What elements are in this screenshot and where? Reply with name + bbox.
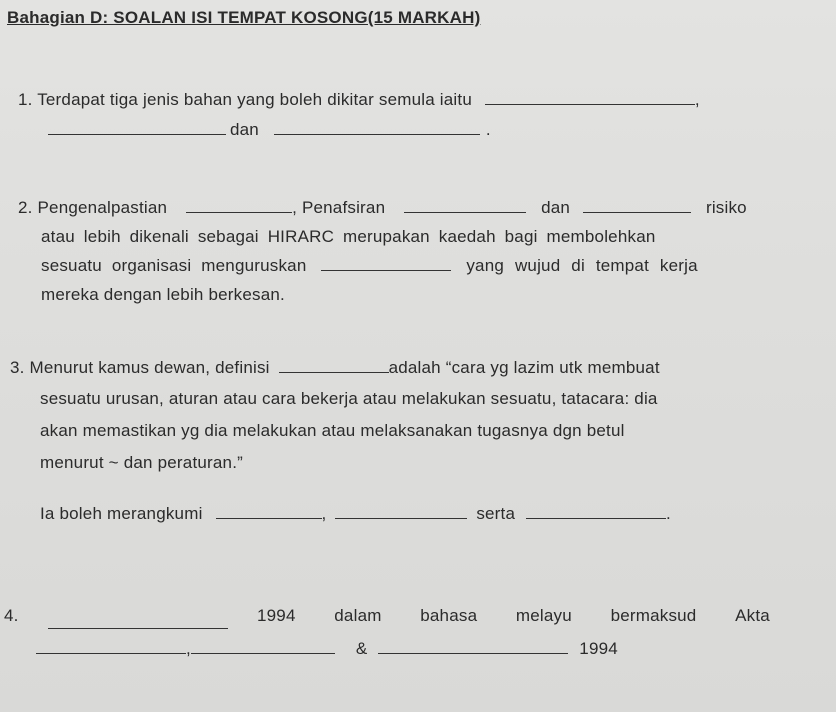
q1-blank-3[interactable] — [274, 120, 480, 135]
q2-blank-3[interactable] — [583, 198, 691, 213]
q4-amp: & — [355, 639, 368, 658]
q4-year: 1994 — [579, 639, 618, 658]
q3-line2: sesuatu urusan, aturan atau cara bekerja atau melakukan sesuatu, tatacara: dia — [40, 389, 658, 408]
q3-line5-comma: , — [321, 504, 327, 523]
q2-num-word: 2. Pengenalpastian — [18, 198, 168, 217]
q2-line3b: yang wujud di tempat kerja — [466, 256, 698, 275]
q1-comma: , — [694, 90, 700, 109]
q4-blank-4[interactable] — [378, 639, 568, 654]
q2-line3 — [41, 256, 698, 276]
q3-line1 — [10, 358, 660, 378]
q4-comma: , — [186, 639, 191, 658]
q3-line1b: adalah “cara yg lazim utk membuat — [388, 358, 660, 377]
q4-blank-1[interactable] — [48, 614, 228, 629]
q3-line4: menurut ~ dan peraturan.” — [40, 453, 243, 472]
q3-line1a: 3. Menurut kamus dewan, definisi — [10, 358, 270, 377]
q2-blank-2[interactable] — [404, 198, 526, 213]
q3-line3: akan memastikan yg dia melakukan atau melaksanakan tugasnya dgn betul — [40, 421, 625, 440]
q4-line2 — [36, 639, 618, 659]
q1-line2 — [48, 120, 491, 140]
q2-penafsiran: , Penafsiran — [292, 198, 386, 217]
q4-word: melayu — [515, 606, 572, 625]
q1-line1 — [18, 90, 700, 110]
q3-line5b: serta — [476, 504, 516, 523]
section-title: Bahagian D: SOALAN ISI TEMPAT KOSONG(15 MARKAH) — [7, 8, 481, 27]
q3-blank-4[interactable] — [526, 504, 666, 519]
q3-blank-3[interactable] — [335, 504, 467, 519]
q3-line5 — [40, 504, 671, 524]
q2-risiko: risiko — [705, 198, 747, 217]
q1-blank-2[interactable] — [48, 120, 226, 135]
q4-blank-2[interactable] — [36, 639, 186, 654]
q4-word: bahasa — [420, 606, 478, 625]
q3-line5a: Ia boleh merangkumi — [40, 504, 203, 523]
q1-blank-1[interactable] — [485, 90, 695, 105]
q4-words — [257, 606, 770, 626]
q3-blank-2[interactable] — [216, 504, 322, 519]
q4-word: 1994 — [257, 606, 296, 625]
q4-num: 4. — [4, 606, 19, 625]
q2-line4: mereka dengan lebih berkesan. — [41, 285, 285, 304]
q3-line5-end: . — [666, 504, 671, 523]
q2-dan: dan — [541, 198, 571, 217]
q4-word: dalam — [334, 606, 382, 625]
q1-dan: dan — [230, 120, 259, 139]
q3-blank-1[interactable] — [279, 358, 389, 373]
q2-blank-4[interactable] — [321, 256, 451, 271]
q1-end: . — [485, 120, 491, 139]
q4-blank-3[interactable] — [191, 639, 335, 654]
q1-text: 1. Terdapat tiga jenis bahan yang boleh dikitar semula iaitu — [18, 90, 472, 109]
q2-line1 — [18, 198, 747, 218]
q2-line2: atau lebih dikenali sebagai HIRARC merupakan kaedah bagi membolehkan — [41, 227, 656, 246]
q4-word: bermaksud — [610, 606, 697, 625]
q2-line3a: sesuatu organisasi menguruskan — [41, 256, 307, 275]
q4-blank-1-wrap — [48, 614, 228, 634]
q4-word: Akta — [735, 606, 770, 625]
q2-blank-1[interactable] — [186, 198, 292, 213]
